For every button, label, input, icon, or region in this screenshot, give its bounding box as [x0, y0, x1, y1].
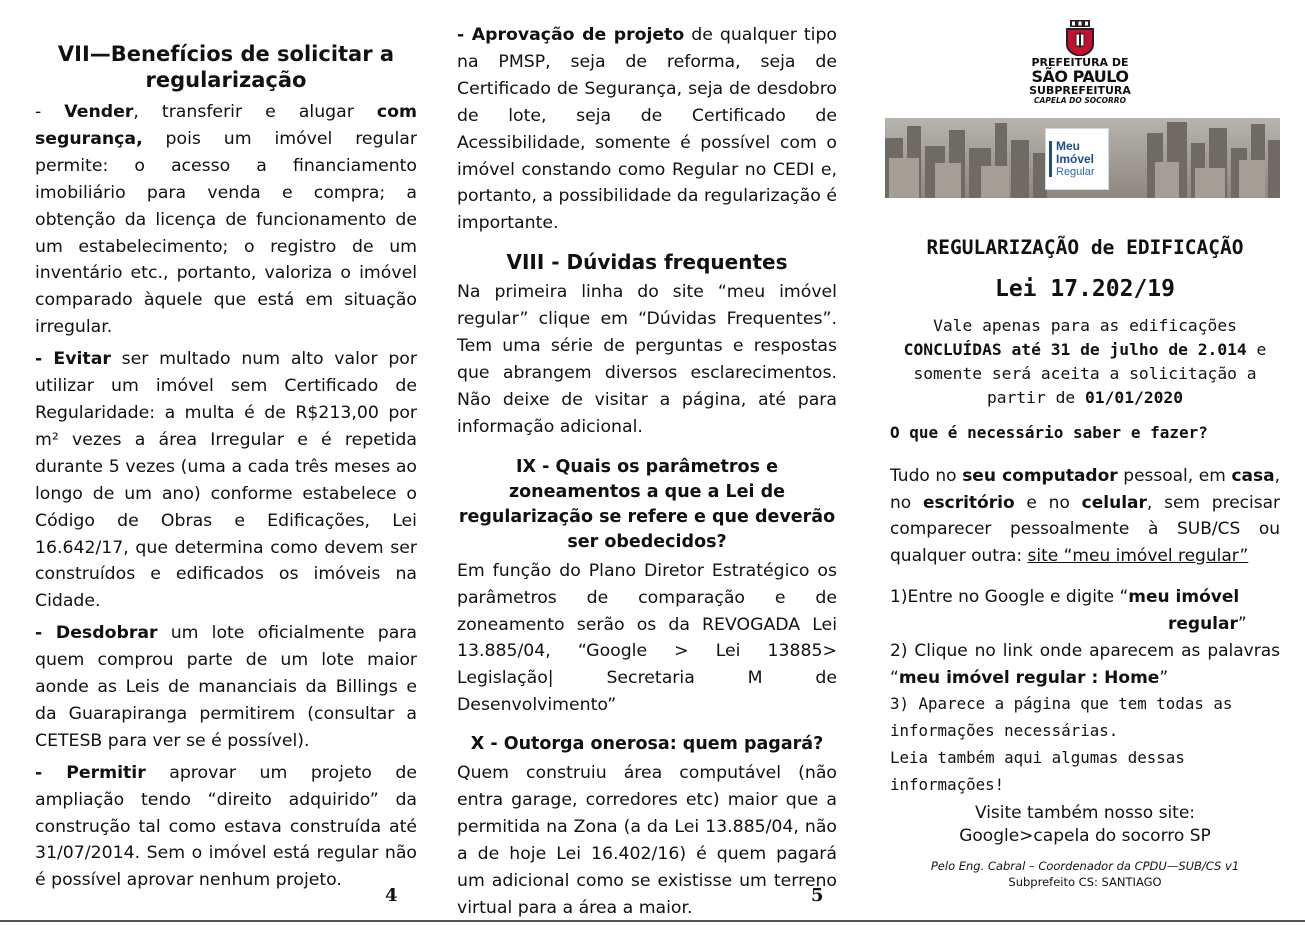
section-heading-x: X - Outorga onerosa: quem pagará?	[470, 734, 824, 755]
coat-of-arms-icon	[1063, 20, 1097, 56]
page-number-5: 5	[811, 885, 824, 906]
bottom-rule	[0, 920, 1305, 922]
step-2: 2) Clique no link onde aparecem as palavras “meu imóvel regular : Home”	[890, 641, 1280, 688]
logo-line-2: SÃO PAULO	[1031, 67, 1129, 86]
paragraph-vender: - Vender, transferir e alugar com segurança, pois um imóvel regular permite: o acesso a financiamento imobiliário para venda e compra; a obtenção da licença de funcionamento de um estabelecimento; o registro de um inventário etc., portanto, valoriza o imóvel comparado àquele que está em situação irregular.	[35, 102, 417, 338]
site-link[interactable]: site “meu imóvel regular”	[1027, 545, 1249, 566]
section-heading-viii: VIII - Dúvidas frequentes	[506, 250, 788, 275]
paragraph-parametros: Em função do Plano Diretor Estratégico os parâmetros de comparação e de zoneamento serão os da REVOGADA Lei 13.885/04, “Google > Lei 13885> Legislação| Secretaria M de Desenvolvimento”	[457, 560, 837, 716]
visite-line-1: Visite também nosso site:	[974, 803, 1196, 823]
paragraph-duvidas: Na primeira linha do site “meu imóvel regular” clique em “Dúvidas Frequentes”. Tem uma série de perguntas e respostas que abrangem diversos esclarecimentos. Não deixe de visitar a página, até para informação adicional.	[457, 282, 837, 437]
visite-line-2: Google>capela do socorro SP	[959, 826, 1211, 846]
section-heading-vii: VII—Benefícios de solicitar a regularização	[57, 42, 395, 92]
paragraph-evitar: - Evitar ser multado num alto valor por utilizar um imóvel sem Certificado de Regularidade: a multa é de R$213,00 por m² vezes a área Irregular e é repetida durante 5 vezes (uma a cada três meses ao longo de um ano) conforme estabelece o Código de Obras e Edificações, Lei 16.642/17, que determina como devem ser construídos e edificados os imóveis na Cidade.	[35, 349, 417, 612]
city-skyline-banner	[885, 118, 1280, 198]
column-page-5	[457, 0, 837, 922]
page-number-4: 4	[385, 885, 398, 906]
paragraph-permitir: - Permitir aprovar um projeto de ampliação tendo “direito adquirido” da construção tal como estava construída até 31/07/2014. Sem o imóvel está regular não é possível aprovar nenhum projeto.	[35, 762, 417, 891]
credit-line-2: Subprefeito CS: SANTIAGO	[1008, 875, 1162, 889]
prefeitura-logo	[1025, 20, 1135, 105]
title-regularizacao: REGULARIZAÇÃO de EDIFICAÇÃO	[926, 236, 1244, 259]
section-heading-ix: IX - Quais os parâmetros e zoneamentos a que a Lei de regularização se refere e que deverão ser obedecidos?	[458, 456, 836, 552]
question-heading: O que é necessário saber e fazer?	[890, 423, 1208, 442]
intro-text: Vale apenas para as edificações CONCLUÍDAS até 31 de julho de 2.014 e somente será aceita a solicitação a partir de 01/01/2020	[903, 316, 1267, 407]
tudo-paragraph: Tudo no seu computador pessoal, em casa, no escritório e no celular, sem precisar comparecer pessoalmente à SUB/CS ou qualquer outra: site “meu imóvel regular”	[890, 466, 1280, 566]
meu-imovel-regular-badge: Meu Imóvel Regular	[1045, 128, 1109, 190]
paragraph-desdobrar: - Desdobrar um lote oficialmente para quem comprou parte de um lote maior aonde as Leis de mananciais da Billings e da Guarapiranga permitirem (consultar a CETESB para ver se é possível).	[35, 623, 417, 751]
logo-line-4: CAPELA DO SOCORRO	[1034, 96, 1126, 105]
logo-line-3: SUBPREFEITURA	[1029, 84, 1131, 97]
column-page-4	[35, 0, 417, 894]
leia-text: Leia também aqui algumas dessas informações!	[890, 748, 1185, 794]
paragraph-outorga: Quem construiu área computável (não entra garage, corredores etc) maior que a permitida na Zona (a da Lei 13.885/04, não a de hoje Lei 16.402/16) é quem pagará um adicional como se existisse um terreno virtual para a área a maior.	[457, 763, 837, 918]
paragraph-aprovacao: - Aprovação de projeto de qualquer tipo na PMSP, seja de reforma, seja de Certificado de Segurança, seja de desdobro de lote, seja de Certificado de Acessibilidade, somente é possível com o imóvel constando como Regular no CEDI e, portanto, a possibilidade da regularização é importante.	[457, 25, 837, 234]
logo-line-1: PREFEITURA DE	[1031, 56, 1129, 69]
title-lei: Lei 17.202/19	[994, 276, 1175, 302]
step-3: 3) Aparece a página que tem todas as informações necessárias.	[890, 694, 1233, 740]
step-1: 1)Entre no Google e digite “meu imóvel regular”	[890, 587, 1247, 634]
credit-line-1: Pelo Eng. Cabral – Coordenador da CPDU—SUB/CS v1	[930, 859, 1240, 873]
badge-bar	[1049, 141, 1052, 177]
